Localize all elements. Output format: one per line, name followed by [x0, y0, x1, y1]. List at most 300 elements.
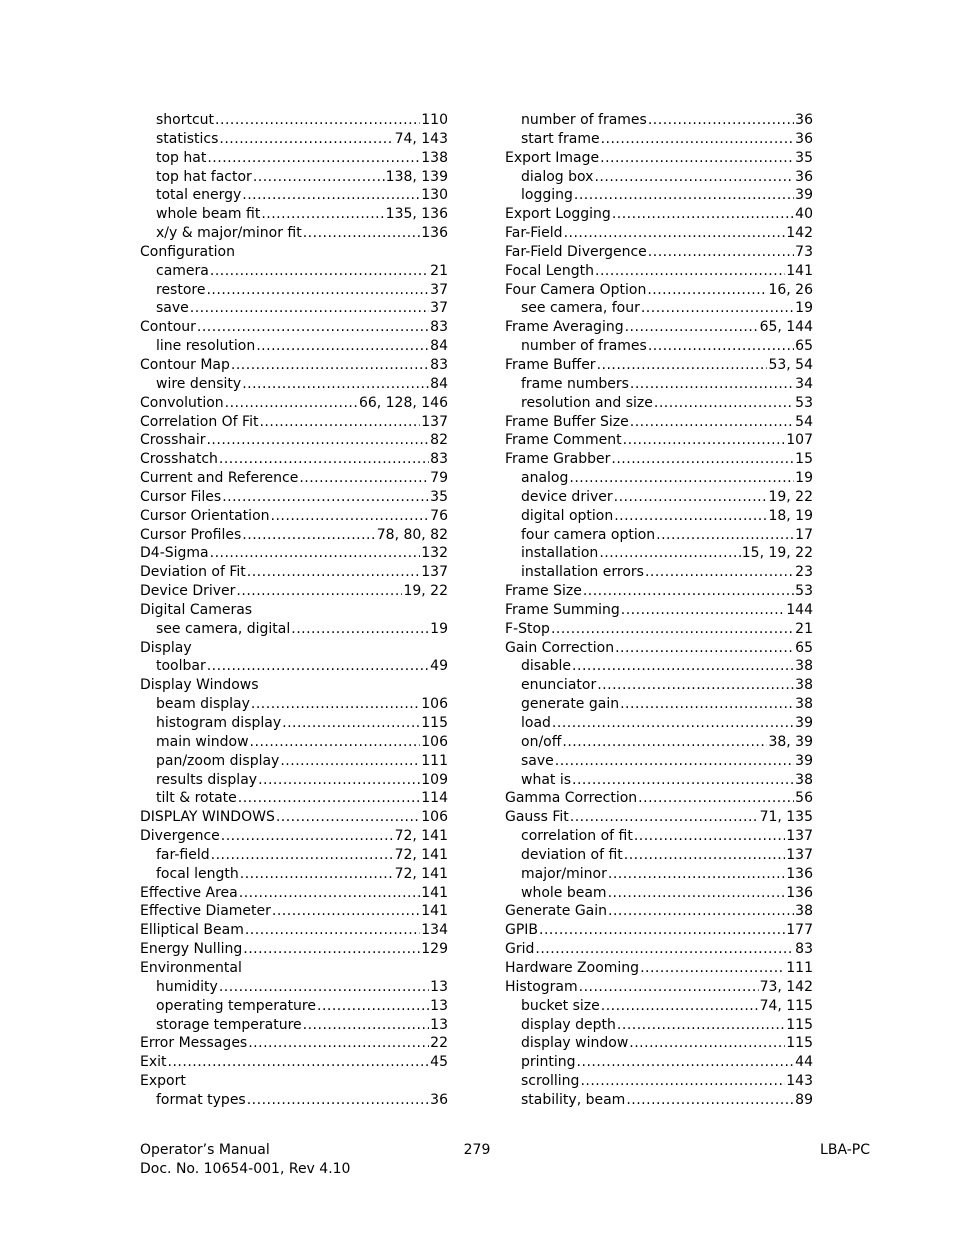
footer-product-name: LBA-PC: [820, 1142, 870, 1158]
index-term: Display: [140, 639, 192, 656]
dot-leader: [222, 488, 429, 507]
index-subentry: [505, 676, 813, 695]
dot-leader: [647, 281, 767, 300]
index-page-ref: 56: [795, 790, 813, 807]
index-subentry: [505, 1072, 813, 1091]
dot-leader: [583, 582, 794, 601]
index-term: installation: [521, 545, 599, 562]
index-page-ref: 115: [786, 1016, 813, 1033]
index-term: statistics: [156, 130, 219, 147]
index-term: generate gain: [521, 696, 620, 713]
index-page-ref: 53: [795, 583, 813, 600]
dot-leader: [190, 299, 429, 318]
index-term: Cursor Orientation: [140, 507, 270, 524]
index-term: Effective Diameter: [140, 903, 271, 920]
index-page-ref: 83: [795, 941, 813, 958]
index-page-ref: 36: [795, 112, 813, 128]
index-page-ref: 138, 139: [385, 168, 448, 185]
index-page-ref: 40: [795, 206, 813, 223]
index-subentry: [505, 168, 813, 187]
dot-leader: [641, 299, 794, 318]
index-term: Device Driver: [140, 583, 236, 600]
index-page-ref: 72, 141: [394, 865, 448, 882]
dot-leader: [291, 620, 429, 639]
dot-leader: [210, 544, 421, 563]
dot-leader: [299, 469, 429, 488]
index-term: disable: [521, 658, 572, 675]
index-page-ref: 106: [421, 696, 448, 713]
index-term: top hat: [156, 149, 207, 166]
index-term: display depth: [521, 1016, 616, 1033]
index-subentry: [140, 733, 448, 752]
index-entry: [140, 394, 448, 413]
index-term: Frame Buffer: [505, 356, 596, 373]
index-term: four camera option: [521, 526, 656, 543]
index-term: Energy Nulling: [140, 941, 243, 958]
index-page-ref: 144: [786, 601, 813, 618]
index-entry: [140, 413, 448, 432]
index-subentry: [505, 884, 813, 903]
dot-leader: [570, 808, 759, 827]
index-entry: [140, 544, 448, 563]
index-term: stability, beam: [521, 1091, 626, 1108]
dot-leader: [236, 582, 402, 601]
index-page-ref: 141: [421, 884, 448, 901]
index-page-ref: 35: [430, 488, 448, 505]
dot-leader: [207, 657, 429, 676]
dot-leader: [242, 375, 429, 394]
index-term: wire density: [156, 375, 242, 392]
index-page-ref: 83: [430, 356, 448, 373]
index-subentry: [140, 337, 448, 356]
index-page-ref: 37: [430, 300, 448, 317]
index-term: start frame: [521, 130, 600, 147]
index-page-ref: 73, 142: [759, 978, 813, 995]
index-entry: [505, 281, 813, 300]
index-entry: [140, 884, 448, 903]
index-page-ref: 132: [421, 545, 448, 562]
index-entry: [140, 639, 448, 658]
index-term: Contour Map: [140, 356, 230, 373]
dot-leader: [640, 959, 785, 978]
index-page-ref: 66, 128, 146: [358, 394, 448, 411]
footer-doc-number: Doc. No. 10654-001, Rev 4.10: [140, 1161, 351, 1177]
index-page-ref: 137: [786, 846, 813, 863]
dot-leader: [272, 902, 420, 921]
dot-leader: [654, 394, 794, 413]
index-page-ref: 111: [421, 752, 448, 769]
index-subentry: [140, 149, 448, 168]
dot-leader: [601, 997, 759, 1016]
index-term: load: [521, 715, 551, 731]
index-entry: [505, 808, 813, 827]
index-entry: [140, 507, 448, 526]
dot-leader: [634, 827, 785, 846]
index-term: Error Messages: [140, 1035, 248, 1052]
index-page-ref: 17: [795, 526, 813, 543]
index-page-ref: 137: [421, 564, 448, 581]
index-term: installation errors: [521, 564, 644, 581]
index-entry: [140, 450, 448, 469]
index-term: analog: [521, 470, 569, 487]
footer-manual-title: Operator’s Manual: [140, 1142, 270, 1158]
index-term: save: [156, 300, 189, 317]
dot-leader: [608, 884, 786, 903]
index-entry: [505, 601, 813, 620]
index-entry: [505, 205, 813, 224]
dot-leader: [242, 526, 375, 545]
index-page-ref: 78, 80, 82: [376, 526, 448, 543]
index-term: Gamma Correction: [505, 790, 638, 807]
index-subentry: [505, 526, 813, 545]
index-term: digital option: [521, 507, 614, 524]
index-subentry: [505, 544, 813, 563]
index-entry: [140, 318, 448, 337]
index-term: whole beam: [521, 884, 607, 901]
index-term: DISPLAY WINDOWS: [140, 809, 275, 826]
index-term: resolution and size: [521, 394, 653, 411]
index-page-ref: 19: [430, 620, 448, 637]
index-page-ref: 15: [795, 451, 813, 468]
index-page-ref: 53, 54: [768, 356, 813, 373]
index-page-ref: 22: [430, 1035, 448, 1052]
index-term: Hardware Zooming: [505, 959, 640, 976]
index-subentry: [505, 714, 813, 733]
index-subentry: [505, 846, 813, 865]
footer-page-number: 279: [463, 1142, 491, 1158]
dot-leader: [629, 1034, 785, 1053]
index-page-ref: 72, 141: [394, 846, 448, 863]
index-subentry: [140, 281, 448, 300]
index-term: device driver: [521, 488, 613, 505]
dot-leader: [206, 431, 429, 450]
index-page-ref: 111: [786, 959, 813, 976]
index-term: Current and Reference: [140, 470, 299, 487]
index-term: Frame Summing: [505, 601, 620, 618]
index-page-ref: 39: [795, 715, 813, 731]
index-term: histogram display: [156, 715, 282, 731]
index-term: operating temperature: [156, 997, 316, 1014]
dot-leader: [594, 168, 794, 187]
index-term: correlation of fit: [521, 828, 633, 845]
index-term: Effective Area: [140, 884, 238, 901]
index-term: scrolling: [521, 1073, 580, 1090]
index-term: GPIB: [505, 922, 539, 939]
index-subentry: [505, 394, 813, 413]
index-page-ref: 136: [421, 225, 448, 242]
index-page-ref: 65: [795, 639, 813, 656]
index-term: number of frames: [521, 338, 647, 355]
index-term: Generate Gain: [505, 903, 608, 920]
index-page-ref: 71, 135: [759, 809, 813, 826]
dot-leader: [645, 563, 794, 582]
dot-leader: [231, 356, 429, 375]
dot-leader: [261, 205, 384, 224]
index-page-ref: 136: [786, 884, 813, 901]
index-page-ref: 141: [786, 262, 813, 279]
index-subentry: [140, 186, 448, 205]
index-entry: [140, 1072, 448, 1091]
dot-leader: [595, 262, 785, 281]
index-term: results display: [156, 771, 258, 788]
dot-leader: [577, 1053, 795, 1072]
index-entry: [505, 224, 813, 243]
index-term: whole beam fit: [156, 206, 261, 223]
index-entry: [505, 356, 813, 375]
index-entry: [140, 563, 448, 582]
index-subentry: [505, 130, 813, 149]
index-term: on/off: [521, 733, 562, 750]
dot-leader: [624, 846, 785, 865]
index-subentry: [140, 1091, 448, 1110]
index-subentry: [140, 168, 448, 187]
index-page-ref: 109: [421, 771, 448, 788]
index-term: storage temperature: [156, 1016, 302, 1033]
index-entry: [505, 149, 813, 168]
dot-leader: [219, 978, 429, 997]
dot-leader: [638, 789, 794, 808]
index-left-column: [140, 111, 448, 1110]
index-subentry: [505, 865, 813, 884]
index-entry: [140, 827, 448, 846]
index-entry: [140, 243, 448, 262]
dot-leader: [238, 789, 421, 808]
dot-leader: [256, 337, 429, 356]
index-term: Divergence: [140, 828, 220, 845]
index-term: Frame Size: [505, 583, 582, 600]
index-entry: [505, 959, 813, 978]
dot-leader: [317, 997, 429, 1016]
index-page-ref: 79: [430, 470, 448, 487]
dot-leader: [608, 902, 794, 921]
index-page-ref: 38, 39: [768, 733, 813, 750]
index-page-ref: 35: [795, 149, 813, 166]
index-subentry: [140, 205, 448, 224]
dot-leader: [250, 733, 421, 752]
index-subentry: [505, 1016, 813, 1035]
index-page-ref: 36: [795, 168, 813, 185]
index-term: what is: [521, 771, 572, 788]
index-entry: [140, 808, 448, 827]
dot-leader: [239, 884, 421, 903]
index-subentry: [140, 299, 448, 318]
index-term: line resolution: [156, 338, 256, 355]
index-subentry: [505, 997, 813, 1016]
index-term: frame numbers: [521, 375, 629, 392]
dot-leader: [620, 695, 794, 714]
index-entry: [140, 431, 448, 450]
dot-leader: [240, 865, 394, 884]
index-term: Gain Correction: [505, 639, 615, 656]
dot-leader: [210, 262, 429, 281]
dot-leader: [615, 639, 794, 658]
index-subentry: [140, 771, 448, 790]
index-term: save: [521, 752, 554, 769]
index-entry: [505, 639, 813, 658]
index-page-ref: 36: [795, 130, 813, 147]
dot-leader: [579, 978, 759, 997]
dot-leader: [251, 695, 420, 714]
dot-leader: [648, 243, 794, 262]
index-term: Far-Field Divergence: [505, 243, 647, 260]
index-term: toolbar: [156, 658, 206, 675]
index-subentry: [505, 827, 813, 846]
index-subentry: [140, 978, 448, 997]
index-page-ref: 142: [786, 225, 813, 242]
index-page-ref: 19: [795, 470, 813, 487]
index-subentry: [505, 1034, 813, 1053]
dot-leader: [211, 846, 394, 865]
index-term: shortcut: [156, 112, 215, 128]
index-subentry: [140, 714, 448, 733]
index-page-ref: 134: [421, 922, 448, 939]
index-term: beam display: [156, 696, 250, 713]
index-entry: [505, 978, 813, 997]
index-subentry: [505, 469, 813, 488]
index-entry: [505, 902, 813, 921]
index-entry: [140, 601, 448, 620]
index-subentry: [505, 695, 813, 714]
index-page-ref: 135, 136: [385, 206, 448, 223]
dot-leader: [626, 1091, 794, 1110]
index-page-ref: 136: [786, 865, 813, 882]
index-term: bucket size: [521, 997, 600, 1014]
index-term: deviation of fit: [521, 846, 623, 863]
index-term: Histogram: [505, 978, 578, 995]
index-page-ref: 34: [795, 375, 813, 392]
index-term: Frame Comment: [505, 432, 622, 449]
index-term: x/y & major/minor fit: [156, 225, 302, 242]
index-term: number of frames: [521, 112, 647, 128]
dot-leader: [197, 318, 429, 337]
index-subentry: [140, 1016, 448, 1035]
index-term: logging: [521, 187, 573, 204]
index-term: F-Stop: [505, 620, 550, 637]
index-page-ref: 115: [786, 1035, 813, 1052]
dot-leader: [630, 375, 794, 394]
dot-leader: [259, 413, 420, 432]
index-term: Digital Cameras: [140, 601, 253, 618]
dot-leader: [258, 771, 420, 790]
dot-leader: [614, 507, 767, 526]
index-subentry: [140, 262, 448, 281]
index-page-ref: 65, 144: [759, 319, 813, 336]
index-subentry: [140, 846, 448, 865]
index-page-ref: 115: [421, 715, 448, 731]
dot-leader: [219, 130, 393, 149]
dot-leader: [572, 657, 794, 676]
index-subentry: [140, 620, 448, 639]
dot-leader: [608, 865, 785, 884]
index-page-ref: 38: [795, 903, 813, 920]
index-entry: [140, 902, 448, 921]
index-page-ref: 137: [786, 828, 813, 845]
dot-leader: [562, 733, 767, 752]
index-page-ref: 107: [786, 432, 813, 449]
index-page-ref: 23: [795, 564, 813, 581]
index-entry: [505, 262, 813, 281]
index-entry: [140, 1034, 448, 1053]
index-entry: [505, 431, 813, 450]
index-page-ref: 177: [786, 922, 813, 939]
index-term: top hat factor: [156, 168, 252, 185]
index-subentry: [140, 695, 448, 714]
index-page-ref: 83: [430, 451, 448, 468]
index-entry: [505, 413, 813, 432]
index-subentry: [505, 337, 813, 356]
dot-leader: [219, 450, 429, 469]
index-subentry: [140, 111, 448, 130]
index-term: main window: [156, 733, 249, 750]
index-term: Grid: [505, 941, 535, 958]
index-page-ref: 15, 19, 22: [741, 545, 813, 562]
dot-leader: [247, 563, 420, 582]
index-term: Export Logging: [505, 206, 611, 223]
dot-leader: [206, 281, 429, 300]
index-page-ref: 143: [786, 1073, 813, 1090]
index-page-ref: 129: [421, 941, 448, 958]
index-page-ref: 106: [421, 809, 448, 826]
dot-leader: [621, 601, 786, 620]
index-subentry: [505, 733, 813, 752]
index-term: D4-Sigma: [140, 545, 209, 562]
index-term: printing: [521, 1054, 576, 1071]
index-subentry: [140, 865, 448, 884]
index-term: Frame Averaging: [505, 319, 624, 336]
dot-leader: [225, 394, 358, 413]
index-page-ref: 19, 22: [768, 488, 813, 505]
dot-leader: [248, 1034, 429, 1053]
index-term: focal length: [156, 865, 239, 882]
index-page-ref: 138: [421, 149, 448, 166]
dot-leader: [612, 205, 794, 224]
index-term: see camera, digital: [156, 620, 291, 637]
index-subentry: [505, 1053, 813, 1072]
index-term: Exit: [140, 1054, 167, 1071]
index-subentry: [505, 563, 813, 582]
dot-leader: [597, 676, 794, 695]
index-term: Environmental: [140, 959, 242, 976]
index-subentry: [140, 789, 448, 808]
index-term: total energy: [156, 187, 242, 204]
index-term: pan/zoom display: [156, 752, 280, 769]
index-subentry: [505, 771, 813, 790]
index-term: Cursor Profiles: [140, 526, 242, 543]
dot-leader: [572, 771, 794, 790]
dot-leader: [221, 827, 394, 846]
index-term: restore: [156, 281, 206, 298]
index-page-ref: 54: [795, 413, 813, 430]
index-page-ref: 13: [430, 1016, 448, 1033]
index-subentry: [140, 375, 448, 394]
dot-leader: [599, 544, 740, 563]
index-page-ref: 130: [421, 187, 448, 204]
index-entry: [140, 526, 448, 545]
index-page-ref: 39: [795, 187, 813, 204]
index-page-ref: 44: [795, 1054, 813, 1071]
index-entry: [140, 676, 448, 695]
index-entry: [505, 450, 813, 469]
index-subentry: [140, 130, 448, 149]
dot-leader: [303, 224, 421, 243]
dot-leader: [539, 921, 785, 940]
index-subentry: [140, 997, 448, 1016]
dot-leader: [276, 808, 420, 827]
index-term: see camera, four: [521, 300, 640, 317]
index-page-ref: 89: [795, 1091, 813, 1108]
dot-leader: [648, 111, 794, 130]
dot-leader: [656, 526, 794, 545]
